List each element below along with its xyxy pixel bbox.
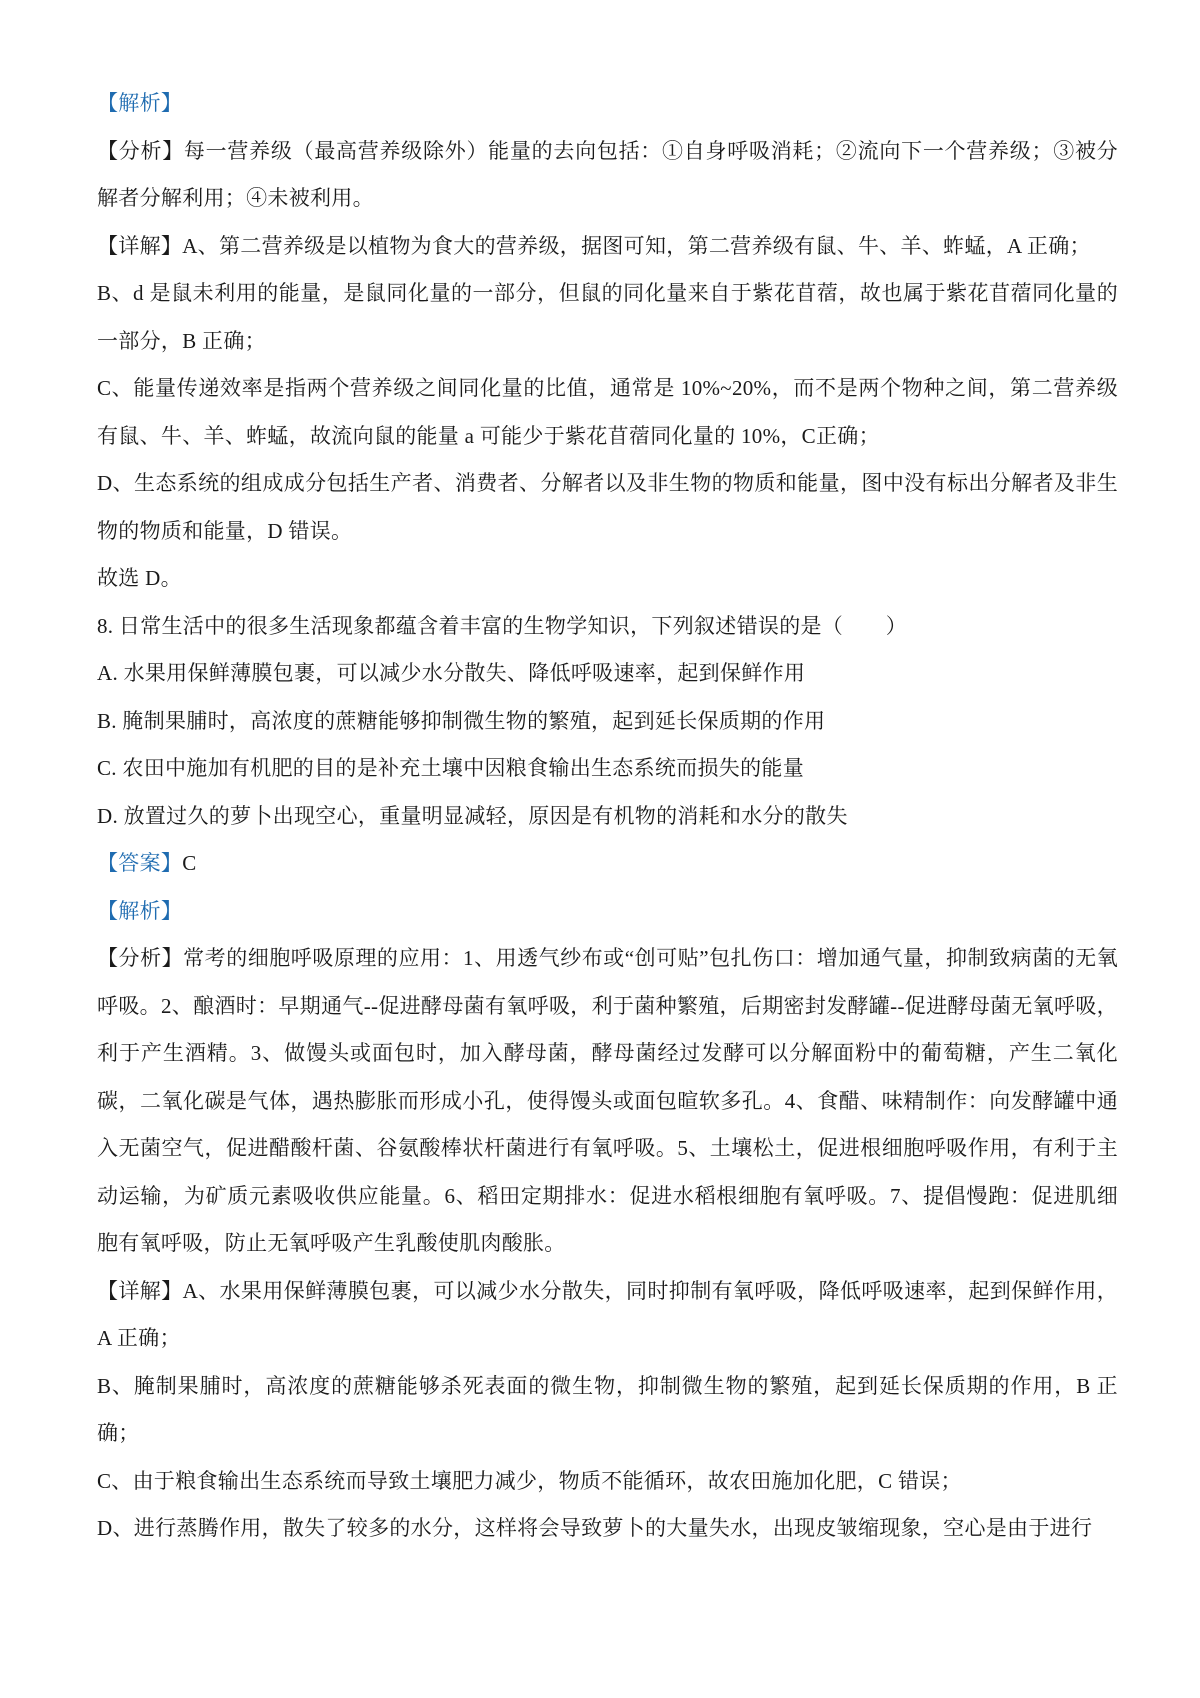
question-8-option-d bbox=[97, 793, 1118, 841]
detail-q7-option-b-text: B、d 是鼠未利用的能量，是鼠同化量的一部分，但鼠的同化量来自于紫花苜蓿，故也属于紫花苜蓿同化量的一部分，B 正确； bbox=[97, 281, 1118, 353]
answer-line-q8 bbox=[97, 840, 1118, 888]
question-8-stem-text: 8. 日常生活中的很多生活现象都蕴含着丰富的生物学知识，下列叙述错误的是（ ） bbox=[97, 613, 907, 638]
answer-line-q8-blue-label: 【答案】 bbox=[97, 851, 183, 875]
detail-q7-option-d-text: D、生态系统的组成成分包括生产者、消费者、分解者以及非生物的物质和能量，图中没有标出分解者及非生物的物质和能量，D 错误。 bbox=[97, 471, 1118, 543]
analysis-note-q8 bbox=[97, 935, 1118, 1268]
analysis-section-label-q8 bbox=[97, 888, 1118, 936]
question-8-option-b-text: B. 腌制果脯时，高浓度的蔗糖能够抑制微生物的繁殖，起到延长保质期的作用 bbox=[97, 708, 826, 733]
detail-q7-option-d bbox=[97, 460, 1118, 555]
detail-q8-option-c-text: C、由于粮食输出生态系统而导致土壤肥力减少，物质不能循环，故农田施加化肥，C 错误； bbox=[97, 1468, 962, 1493]
analysis-note-q7-text: 【分析】每一营养级（最高营养级除外）能量的去向包括：①自身呼吸消耗；②流向下一个营养级；③被分解者分解利用；④未被利用。 bbox=[97, 138, 1118, 210]
question-8-option-b bbox=[97, 698, 1118, 746]
detail-q8-option-b-text: B、腌制果脯时，高浓度的蔗糖能够杀死表面的微生物，抑制微生物的繁殖，起到延长保质期的作用，B 正确； bbox=[97, 1373, 1118, 1445]
analysis-note-q8-text: 【分析】常考的细胞呼吸原理的应用：1、用透气纱布或“创可贴”包扎伤口：增加通气量，抑制致病菌的无氧呼吸。2、酿酒时：早期通气--促进酵母菌有氧呼吸，利于菌种繁殖，后期密封发酵罐--促进酵母菌无氧呼吸，利于产生酒精。3、做馒头或面包时，加入酵母菌，酵母菌经过发酵可以分解面粉中的葡萄糖，产生二氧化碳，二氧化碳是气体，遇热膨胀而形成小孔，使得馒头或面包暄软多孔。4、食醋、味精制作：向发酵罐中通入无菌空气，促进醋酸杆菌、谷氨酸棒状杆菌进行有氧呼吸。5、土壤松土，促进根细胞呼吸作用，有利于主动运输，为矿质元素吸收供应能量。6、稻田定期排水：促进水稻根细胞有氧呼吸。7、提倡慢跑：促进肌细胞有氧呼吸，防止无氧呼吸产生乳酸使肌肉酸胀。 bbox=[97, 946, 1118, 1255]
document-content bbox=[97, 80, 1118, 1553]
question-8-option-c bbox=[97, 745, 1118, 793]
detail-q8-option-a bbox=[97, 1268, 1118, 1363]
question-8-option-d-text: D. 放置过久的萝卜出现空心，重量明显减轻，原因是有机物的消耗和水分的散失 bbox=[97, 803, 848, 828]
conclusion-q7 bbox=[97, 555, 1118, 603]
conclusion-q7-text: 故选 D。 bbox=[97, 566, 182, 590]
detail-q7-option-a-text: 【详解】A、第二营养级是以植物为食大的营养级，据图可知，第二营养级有鼠、牛、羊、蚱蜢，A 正确； bbox=[97, 233, 1091, 258]
detail-q8-option-d bbox=[97, 1505, 1118, 1553]
detail-q8-option-c bbox=[97, 1458, 1118, 1506]
detail-q8-option-d-text: D、进行蒸腾作用，散失了较多的水分，这样将会导致萝卜的大量失水，出现皮皱缩现象，空心是由于进行 bbox=[97, 1516, 1093, 1540]
detail-q8-option-b bbox=[97, 1363, 1118, 1458]
detail-q8-option-a-text: 【详解】A、水果用保鲜薄膜包裹，可以减少水分散失，同时抑制有氧呼吸，降低呼吸速率，起到保鲜作用，A 正确； bbox=[97, 1278, 1118, 1350]
question-8-option-a bbox=[97, 650, 1118, 698]
question-8-option-a-text: A. 水果用保鲜薄膜包裹，可以减少水分散失、降低呼吸速率，起到保鲜作用 bbox=[97, 661, 806, 685]
answer-line-q8-text: C bbox=[182, 851, 197, 875]
question-8-stem bbox=[97, 603, 1118, 651]
detail-q7-option-c-text: C、能量传递效率是指两个营养级之间同化量的比值，通常是 10%~20%，而不是两个物种之间，第二营养级有鼠、牛、羊、蚱蜢，故流向鼠的能量 a 可能少于紫花苜蓿同化量的 10%，C正确； bbox=[97, 376, 1118, 448]
analysis-section-label-blue-label: 【解析】 bbox=[97, 91, 183, 115]
question-8-option-c-text: C. 农田中施加有机肥的目的是补充土壤中因粮食输出生态系统而损失的能量 bbox=[97, 756, 805, 780]
detail-q7-option-b bbox=[97, 270, 1118, 365]
analysis-note-q7 bbox=[97, 128, 1118, 223]
detail-q7-option-a bbox=[97, 223, 1118, 271]
analysis-section-label bbox=[97, 80, 1118, 128]
detail-q7-option-c bbox=[97, 365, 1118, 460]
analysis-section-label-q8-blue-label: 【解析】 bbox=[97, 898, 183, 923]
